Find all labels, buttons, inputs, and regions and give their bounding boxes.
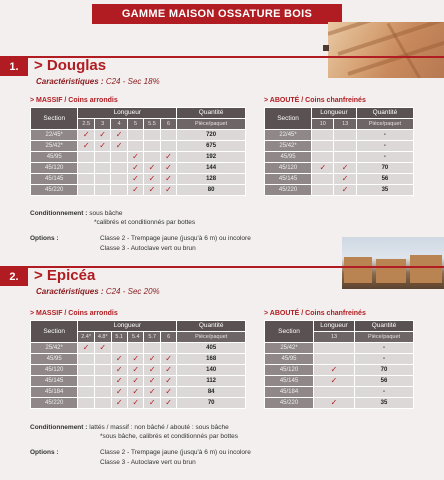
empty-cell: [144, 141, 161, 152]
row-quantity: 35: [356, 185, 413, 196]
length-header: 5.7: [144, 332, 160, 343]
empty-cell: [94, 163, 110, 174]
table-row: [31, 343, 246, 354]
check-mark-icon: ✓: [160, 398, 176, 409]
check-mark-icon: ✓: [314, 365, 355, 376]
empty-cell: [160, 141, 176, 152]
check-mark-icon: ✓: [111, 365, 127, 376]
empty-cell: [312, 174, 334, 185]
length-header: 5.5: [144, 119, 161, 130]
row-section: 25/42*: [265, 343, 314, 354]
table-row: [31, 354, 246, 365]
empty-cell: [334, 141, 356, 152]
empty-cell: [160, 343, 176, 354]
empty-cell: [94, 174, 110, 185]
row-section: 45/220: [31, 185, 78, 196]
qty-subheader: Pièce/paquet: [355, 332, 414, 343]
check-mark-icon: ✓: [160, 376, 176, 387]
row-section: 45/220: [265, 398, 314, 409]
options-label-text: Options :: [30, 235, 59, 242]
check-mark-icon: ✓: [312, 163, 334, 174]
row-quantity: -: [356, 141, 413, 152]
row-quantity: 80: [177, 185, 246, 196]
row-quantity: 56: [355, 376, 414, 387]
row-quantity: 112: [177, 376, 246, 387]
check-mark-icon: ✓: [144, 354, 160, 365]
col-header-quantite: Quantité: [177, 321, 246, 332]
section-number: 2.: [0, 268, 28, 286]
length-header: 6: [160, 119, 176, 130]
empty-cell: [111, 185, 127, 196]
row-section: 45/145: [265, 174, 312, 185]
massif-table-epicea: [30, 320, 246, 409]
check-mark-icon: ✓: [160, 365, 176, 376]
check-mark-icon: ✓: [94, 141, 110, 152]
check-mark-icon: ✓: [144, 174, 161, 185]
table-row: [31, 387, 246, 398]
row-quantity: -: [356, 152, 413, 163]
check-mark-icon: ✓: [144, 163, 161, 174]
characteristics-label: Caractéristiques :: [36, 287, 104, 296]
check-mark-icon: ✓: [334, 185, 356, 196]
row-section: 45/184: [265, 387, 314, 398]
length-header: 4: [111, 119, 127, 130]
small-marker-icon: [323, 45, 329, 51]
check-mark-icon: ✓: [160, 387, 176, 398]
massif-table-title: > MASSIF / Coins arrondis: [30, 310, 118, 317]
check-mark-icon: ✓: [160, 163, 176, 174]
row-quantity: 84: [177, 387, 246, 398]
characteristics: [36, 287, 160, 296]
qty-subheader: Pièce/paquet: [177, 332, 246, 343]
empty-cell: [78, 174, 95, 185]
row-quantity: -: [356, 130, 413, 141]
empty-cell: [94, 354, 111, 365]
characteristics-value: C24 - Sec 18%: [105, 77, 160, 86]
options-line-2: Classe 3 - Autoclave vert ou brun: [100, 459, 196, 466]
check-mark-icon: ✓: [144, 398, 160, 409]
table-row: [265, 130, 414, 141]
conditionnement-line-2: *calibrés et conditionnés par bottes: [94, 219, 196, 226]
row-quantity: 675: [177, 141, 246, 152]
empty-cell: [78, 365, 95, 376]
row-quantity: 70: [177, 398, 246, 409]
table-row: [265, 354, 414, 365]
table-row: [265, 343, 414, 354]
col-header-quantite: Quantité: [355, 321, 414, 332]
length-header: 6: [160, 332, 176, 343]
qty-subheader: Pièce/paquet: [356, 119, 413, 130]
empty-cell: [314, 387, 355, 398]
row-quantity: 144: [177, 163, 246, 174]
check-mark-icon: ✓: [127, 376, 143, 387]
length-header: 5.4: [127, 332, 143, 343]
check-mark-icon: ✓: [160, 185, 176, 196]
check-mark-icon: ✓: [127, 365, 143, 376]
check-mark-icon: ✓: [334, 163, 356, 174]
col-header-quantite: Quantité: [356, 108, 413, 119]
empty-cell: [78, 398, 95, 409]
row-section: 45/95: [265, 354, 314, 365]
table-row: [31, 174, 246, 185]
length-header: 2.4*: [78, 332, 95, 343]
row-section: 45/95: [31, 354, 78, 365]
section-title: > Epicéa: [34, 267, 96, 284]
row-quantity: -: [355, 387, 414, 398]
table-row: [265, 376, 414, 387]
massif-table-douglas: [30, 107, 246, 196]
check-mark-icon: ✓: [144, 365, 160, 376]
empty-cell: [111, 163, 127, 174]
col-header-longueur: Longueur: [78, 321, 177, 332]
check-mark-icon: ✓: [160, 152, 176, 163]
check-mark-icon: ✓: [144, 376, 160, 387]
empty-cell: [78, 376, 95, 387]
check-mark-icon: ✓: [94, 130, 110, 141]
characteristics: [36, 77, 160, 86]
table-row: [265, 141, 414, 152]
row-section: 45/145: [31, 174, 78, 185]
table-row: [31, 152, 246, 163]
table-row: [31, 163, 246, 174]
empty-cell: [312, 141, 334, 152]
table-row: [265, 398, 414, 409]
row-section: 22/45*: [265, 130, 312, 141]
options-line-1: Classe 2 - Trempage jaune (jusqu'à 6 m) ou incolore: [100, 235, 251, 242]
check-mark-icon: ✓: [111, 376, 127, 387]
row-quantity: 168: [177, 354, 246, 365]
check-mark-icon: ✓: [111, 398, 127, 409]
section-header-epicea: [0, 266, 444, 286]
table-row: [31, 185, 246, 196]
table-row: [31, 365, 246, 376]
empty-cell: [94, 152, 110, 163]
table-row: [31, 376, 246, 387]
section-header-douglas: [0, 56, 444, 76]
row-quantity: 720: [177, 130, 246, 141]
table-row: [265, 365, 414, 376]
empty-cell: [94, 387, 111, 398]
table-row: [265, 387, 414, 398]
check-mark-icon: ✓: [78, 343, 95, 354]
row-section: 45/220: [31, 398, 78, 409]
empty-cell: [111, 174, 127, 185]
row-section: 45/120: [265, 365, 314, 376]
empty-cell: [312, 130, 334, 141]
empty-cell: [111, 152, 127, 163]
empty-cell: [78, 185, 95, 196]
length-header: 5.1: [111, 332, 127, 343]
row-quantity: 128: [177, 174, 246, 185]
empty-cell: [312, 152, 334, 163]
check-mark-icon: ✓: [127, 185, 143, 196]
check-mark-icon: ✓: [127, 354, 143, 365]
col-header-section: Section: [265, 108, 312, 130]
col-header-longueur: Longueur: [314, 321, 355, 332]
empty-cell: [78, 152, 95, 163]
row-quantity: 70: [355, 365, 414, 376]
empty-cell: [334, 130, 356, 141]
check-mark-icon: ✓: [144, 387, 160, 398]
check-mark-icon: ✓: [111, 354, 127, 365]
check-mark-icon: ✓: [127, 163, 143, 174]
table-row: [265, 152, 414, 163]
check-mark-icon: ✓: [160, 354, 176, 365]
col-header-section: Section: [31, 108, 78, 130]
length-header: 13: [314, 332, 355, 343]
row-section: 45/120: [31, 365, 78, 376]
table-row: [31, 398, 246, 409]
empty-cell: [94, 398, 111, 409]
conditionnement-line-2: *sous bâche, calibrés et conditionnés par bottes: [100, 433, 239, 440]
empty-cell: [312, 185, 334, 196]
check-mark-icon: ✓: [111, 141, 127, 152]
check-mark-icon: ✓: [314, 376, 355, 387]
empty-cell: [127, 141, 143, 152]
options-line-1: Classe 2 - Trempage jaune (jusqu'à 6 m) ou incolore: [100, 449, 251, 456]
massif-table-title: > MASSIF / Coins arrondis: [30, 97, 118, 104]
options-label: [30, 234, 59, 243]
check-mark-icon: ✓: [78, 130, 95, 141]
check-mark-icon: ✓: [111, 387, 127, 398]
row-section: 45/120: [265, 163, 312, 174]
row-quantity: 192: [177, 152, 246, 163]
check-mark-icon: ✓: [334, 174, 356, 185]
row-section: 45/120: [31, 163, 78, 174]
check-mark-icon: ✓: [160, 174, 176, 185]
row-quantity: 70: [356, 163, 413, 174]
page-title: GAMME MAISON OSSATURE BOIS: [121, 8, 313, 20]
empty-cell: [144, 152, 161, 163]
aboute-table-epicea: [264, 320, 414, 409]
aboute-table-douglas: [264, 107, 414, 196]
table-row: [265, 185, 414, 196]
empty-cell: [78, 163, 95, 174]
row-section: 45/145: [31, 376, 78, 387]
characteristics-label: Caractéristiques :: [36, 77, 104, 86]
table-row: [265, 174, 414, 185]
check-mark-icon: ✓: [127, 152, 143, 163]
options-line-2: Classe 3 - Autoclave vert ou brun: [100, 245, 196, 252]
table-row: [31, 130, 246, 141]
row-quantity: -: [355, 354, 414, 365]
empty-cell: [314, 354, 355, 365]
conditionnement-epicea: [30, 423, 229, 432]
empty-cell: [78, 354, 95, 365]
empty-cell: [334, 152, 356, 163]
col-header-quantite: Quantité: [177, 108, 246, 119]
check-mark-icon: ✓: [111, 130, 127, 141]
conditionnement-line-1: sous bâche: [89, 210, 123, 217]
empty-cell: [160, 130, 176, 141]
conditionnement-line-1: lattés / massif : non bâché / abouté : sous bâche: [89, 424, 229, 431]
empty-cell: [111, 343, 127, 354]
check-mark-icon: ✓: [94, 343, 111, 354]
conditionnement-label: Conditionnement :: [30, 424, 88, 431]
section-number: 1.: [0, 58, 28, 76]
table-row: [31, 141, 246, 152]
check-mark-icon: ✓: [314, 398, 355, 409]
row-section: 25/42*: [31, 343, 78, 354]
options-label: [30, 448, 59, 457]
col-header-longueur: Longueur: [78, 108, 177, 119]
aboute-table-title: > ABOUTÉ / Coins chanfreinés: [264, 97, 366, 104]
conditionnement-label: Conditionnement :: [30, 210, 88, 217]
page-header-bar: [92, 4, 342, 24]
characteristics-value: C24 - Sec 20%: [105, 287, 160, 296]
length-header: 5: [127, 119, 143, 130]
empty-cell: [314, 343, 355, 354]
row-quantity: -: [355, 343, 414, 354]
empty-cell: [144, 130, 161, 141]
check-mark-icon: ✓: [144, 185, 161, 196]
empty-cell: [78, 387, 95, 398]
length-header: 3: [94, 119, 110, 130]
empty-cell: [127, 130, 143, 141]
check-mark-icon: ✓: [127, 174, 143, 185]
empty-cell: [144, 343, 160, 354]
row-quantity: 35: [355, 398, 414, 409]
col-header-section: Section: [31, 321, 78, 343]
section-title: > Douglas: [34, 57, 107, 74]
row-section: 45/220: [265, 185, 312, 196]
length-header: 4.8*: [94, 332, 111, 343]
empty-cell: [94, 185, 110, 196]
col-header-section: Section: [265, 321, 314, 343]
conditionnement-douglas: [30, 209, 122, 218]
empty-cell: [94, 365, 111, 376]
qty-subheader: Pièce/paquet: [177, 119, 246, 130]
check-mark-icon: ✓: [127, 387, 143, 398]
row-section: 45/95: [265, 152, 312, 163]
row-section: 45/145: [265, 376, 314, 387]
row-section: 45/95: [31, 152, 78, 163]
empty-cell: [127, 343, 143, 354]
row-section: 22/45*: [31, 130, 78, 141]
row-section: 25/42*: [31, 141, 78, 152]
aboute-table-title: > ABOUTÉ / Coins chanfreinés: [264, 310, 366, 317]
check-mark-icon: ✓: [127, 398, 143, 409]
table-row: [265, 163, 414, 174]
row-quantity: 140: [177, 365, 246, 376]
empty-cell: [94, 376, 111, 387]
length-header: 13: [334, 119, 356, 130]
row-quantity: 405: [177, 343, 246, 354]
row-section: 25/42*: [265, 141, 312, 152]
col-header-longueur: Longueur: [312, 108, 357, 119]
row-quantity: 56: [356, 174, 413, 185]
check-mark-icon: ✓: [78, 141, 95, 152]
length-header: 10: [312, 119, 334, 130]
length-header: 2.5: [78, 119, 95, 130]
row-section: 45/184: [31, 387, 78, 398]
options-label-text: Options :: [30, 449, 59, 456]
